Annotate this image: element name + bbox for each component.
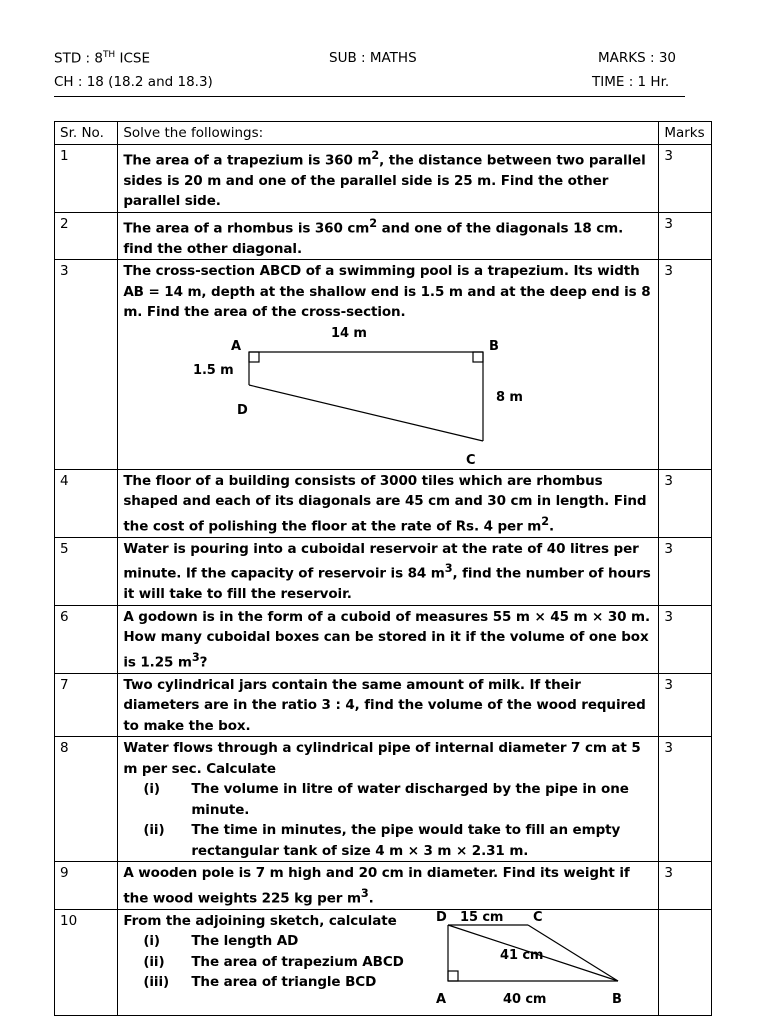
question-table <box>54 121 712 1016</box>
figure10-right-angle-a <box>448 971 458 981</box>
sub-question: (ii) The time in minutes, the pipe would take to fill an empty rectangular tank of size 4 m × 3 m × 2.31 m. <box>143 822 621 859</box>
figure3-label-left: 1.5 m <box>193 362 234 378</box>
figure3-side-dc <box>249 385 483 441</box>
figure3-label-d: D <box>237 402 249 418</box>
marks-label: MARKS : 30 <box>598 50 676 66</box>
figure10-label-b: B <box>612 991 623 1007</box>
sub-question: (ii) The area of trapezium ABCD <box>143 953 404 970</box>
sub-question: (i) The length AD <box>143 933 299 949</box>
table-row: 10 From the adjoining sketch, calculate (i) The length AD (ii) The area of trapezium ABCD (iii) The area of triangle BCD D C 15 cm 41 cm A 40 cm B <box>55 909 712 1015</box>
time-label: TIME : 1 Hr. <box>592 74 670 90</box>
trapezium-abcd-figure <box>428 909 648 1013</box>
table-row: 6 A godown is in the form of a cuboid of measures 55 m × 45 m × 30 m. How many cuboidal boxes can be stored in it if the volume of one box is 1.25 $m^3$? 3 <box>55 605 712 673</box>
table-row: 7 Two cylindrical jars contain the same amount of milk. If their diameters are in the ratio 3 : 4, find the volume of the wood required to make the box. 3 <box>55 673 712 737</box>
figure3-label-b: B <box>489 338 500 354</box>
figure10-label-top: 15 cm <box>460 909 504 925</box>
trapezium-pool-figure <box>123 323 653 469</box>
sub-question: (iii) The area of triangle BCD <box>143 974 377 990</box>
question-text: A godown is in the form of a cuboid of measures 55 m × 45 m × 30 m. How many cuboidal boxes can be stored in it if the volume of one box is 1.25 $m^3$? <box>118 605 659 673</box>
question-text: Water flows through a cylindrical pipe of internal diameter 7 cm at 5 m per sec. Calculate (i) The volume in litre of water discharged by the pipe in one minute. (ii) The time in minutes, the pipe would take to fill an empty rectangular tank of size 4 m × 3 m × 2.31 m. <box>118 737 659 862</box>
question-text: Water is pouring into a cuboidal reservoir at the rate of 40 litres per minute. If the capacity of reservoir is 84 $m^3$, find the number of hours it will take to fill the reservoir. <box>118 537 659 605</box>
sub-question: (i) The volume in litre of water discharged by the pipe in one minute. <box>143 781 629 818</box>
figure3-right-angle-a <box>249 352 259 362</box>
figure3-label-c: C <box>466 452 476 468</box>
table-row: 5 Water is pouring into a cuboidal reservoir at the rate of 40 litres per minute. If the capacity of reservoir is 84 $m^3$, find the number of hours it will take to fill the reservoir. 3 <box>55 537 712 605</box>
std-superscript: TH <box>102 50 116 60</box>
header-divider <box>54 96 685 97</box>
table-row: 1 The area of a trapezium is 360 $m^2$, the distance between two parallel sides is 20 m and one of the parallel side is 25 m. Find the other parallel side. 3 <box>55 144 712 212</box>
col-header-marks: Marks <box>659 122 712 145</box>
question-text: From the adjoining sketch, calculate (i) The length AD (ii) The area of trapezium ABCD (iii) The area of triangle BCD D C 15 cm 41 cm A 40 cm B <box>118 909 659 1015</box>
col-header-question: Solve the followings: <box>118 122 659 145</box>
figure3-label-top: 14 m <box>331 325 368 341</box>
table-row: 4 The floor of a building consists of 3000 tiles which are rhombus shaped and each of its diagonals are 45 cm and 30 cm in length. Find the cost of polishing the floor at the rate of Rs. 4 per $m^2$. 3 <box>55 469 712 537</box>
figure10-label-diagonal: 41 cm <box>500 947 544 963</box>
table-row: 3 The cross-section ABCD of a swimming pool is a trapezium. Its width AB = 14 m, depth at the shallow end is 1.5 m and at the deep end is 8 m. Find the area of the cross-section. 14 m A B 1.5 m 8 m D C 3 <box>55 260 712 470</box>
table-row: 2 The area of a rhombus is 360 $cm^2$ and one of the diagonals 18 cm. find the other diagonal. 3 <box>55 212 712 260</box>
figure10-label-bottom: 40 cm <box>503 991 547 1007</box>
figure10-label-a: A <box>436 991 447 1007</box>
figure10-label-d: D <box>436 909 448 925</box>
question-text: Two cylindrical jars contain the same amount of milk. If their diameters are in the ratio 3 : 4, find the volume of the wood required to make the box. <box>118 673 659 737</box>
col-header-sr: Sr. No. <box>55 122 118 145</box>
question-text: The floor of a building consists of 3000 tiles which are rhombus shaped and each of its diagonals are 45 cm and 30 cm in length. Find the cost of polishing the floor at the rate of Rs. 4 per $m^2$. <box>118 469 659 537</box>
table-row: 8 Water flows through a cylindrical pipe of internal diameter 7 cm at 5 m per sec. Calculate (i) The volume in litre of water discharged by the pipe in one minute. (ii) The time in minutes, the pipe would take to fill an empty rectangular tank of size 4 m × 3 m × 2.31 m. 3 <box>55 737 712 862</box>
figure3-label-right: 8 m <box>496 389 524 405</box>
figure3-label-a: A <box>231 338 242 354</box>
table-header-row <box>55 122 712 145</box>
figure3-right-angle-b <box>473 352 483 362</box>
question-text: A wooden pole is 7 m high and 20 cm in diameter. Find its weight if the wood weights 225 kg per $m^3$. <box>118 862 659 910</box>
figure10-label-c: C <box>533 909 543 925</box>
std-label: STD : 8TH ICSE <box>54 50 151 67</box>
table-row: 9 A wooden pole is 7 m high and 20 cm in diameter. Find its weight if the wood weights 225 kg per $m^3$. 3 <box>55 862 712 910</box>
question-text: The area of a rhombus is 360 $cm^2$ and one of the diagonals 18 cm. find the other diagonal. <box>118 212 659 260</box>
chapter-label: CH : 18 (18.2 and 18.3) <box>54 74 213 90</box>
question-text: The area of a trapezium is 360 $m^2$, the distance between two parallel sides is 20 m and one of the parallel side is 25 m. Find the other parallel side. <box>118 144 659 212</box>
question-text: The cross-section ABCD of a swimming pool is a trapezium. Its width AB = 14 m, depth at the shallow end is 1.5 m and at the deep end is 8 m. Find the area of the cross-section. 14 m A B 1.5 m 8 m D C <box>118 260 659 470</box>
subject-label: SUB : MATHS <box>329 50 417 66</box>
